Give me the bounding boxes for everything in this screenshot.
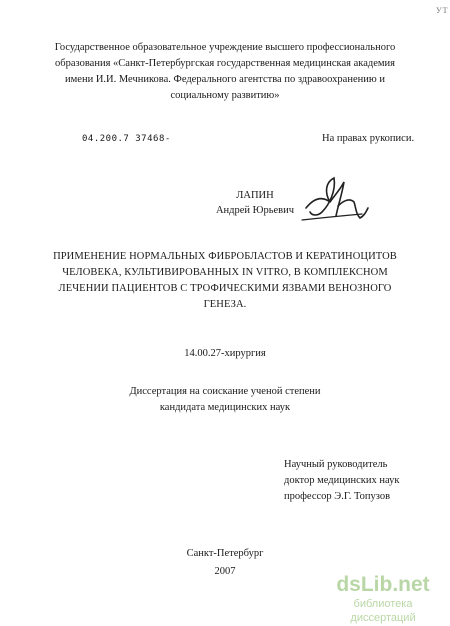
archive-stamp-mark: УТ — [436, 6, 449, 15]
title-line: ЛЕЧЕНИИ ПАЦИЕНТОВ С ТРОФИЧЕСКИМИ ЯЗВАМИ ВЕНОЗНОГО — [58, 283, 392, 294]
institution-line: Государственное образовательное учреждение высшего профессионального — [54, 42, 396, 53]
author-surname: ЛАПИН — [236, 190, 274, 201]
degree-statement — [0, 384, 450, 416]
specialty-code: 14.00.27-хирургия — [184, 348, 266, 359]
degree-line: кандидата медицинских наук — [159, 402, 291, 413]
author-given-names: Андрей Юрьевич — [215, 205, 295, 216]
year: 2007 — [214, 566, 236, 577]
city: Санкт-Петербург — [186, 548, 264, 559]
advisor-line: доктор медицинских наук — [284, 475, 400, 486]
advisor-line: профессор Э.Г. Топузов — [284, 491, 391, 502]
watermark-logo: dsLib.net — [336, 573, 430, 596]
dissertation-title — [0, 249, 450, 313]
handwritten-signature — [300, 172, 372, 228]
archive-code: 04.200.7 37468- — [82, 134, 171, 144]
advisor-line: Научный руководитель — [284, 459, 388, 470]
degree-line: Диссертация на соискание ученой степени — [129, 386, 321, 397]
scientific-advisor — [284, 457, 399, 505]
institution-line: образования «Санкт-Петербургская государственная медицинская академия — [55, 58, 395, 69]
watermark-subtitle: библиотека диссертаций — [350, 598, 416, 624]
author-block — [200, 188, 310, 218]
title-line: ЧЕЛОВЕКА, КУЛЬТИВИРОВАННЫХ IN VITRO, В КОМПЛЕКСНОМ — [62, 267, 388, 278]
title-line: ГЕНЕЗА. — [203, 299, 247, 310]
institution-line: социальному развитию» — [170, 90, 280, 101]
institution-line: имени И.И. Мечникова. Федерального агентства по здравоохранению и — [65, 74, 385, 85]
title-line: ПРИМЕНЕНИЕ НОРМАЛЬНЫХ ФИБРОБЛАСТОВ И КЕРАТИНОЦИТОВ — [53, 251, 397, 262]
rights-notice: На правах рукописи. — [322, 133, 415, 144]
watermark — [320, 573, 446, 625]
institution-header — [0, 40, 450, 104]
